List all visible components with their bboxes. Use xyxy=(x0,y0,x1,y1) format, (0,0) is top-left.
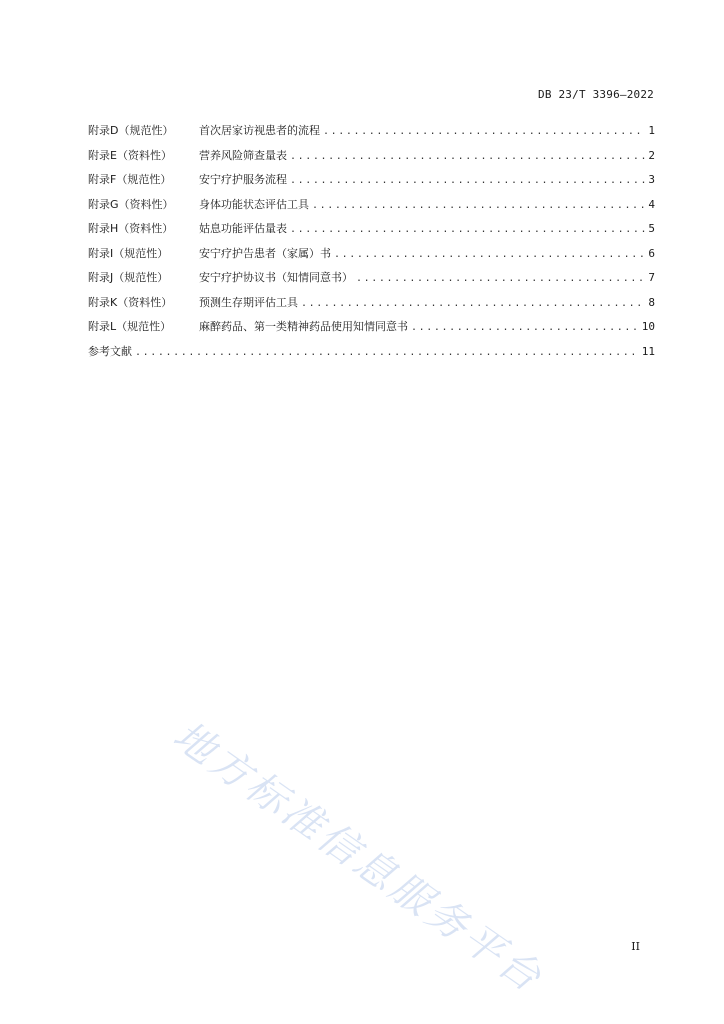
toc-entry-page: 4 xyxy=(648,197,655,211)
toc-entry-appendix: 附录D（规范性） xyxy=(88,124,174,137)
toc-entry[interactable] xyxy=(88,320,655,345)
toc-entry-title: 参考文献 xyxy=(88,344,132,358)
toc-entry-appendix: 附录K（资料性） xyxy=(88,295,173,309)
document-code: DB 23/T 3396—2022 xyxy=(538,88,654,101)
dot-leader xyxy=(356,272,645,286)
toc-entry-page: 10 xyxy=(641,320,655,333)
toc-entry-appendix: 附录E（资料性） xyxy=(88,148,172,162)
dot-leader xyxy=(135,346,639,360)
toc-entry-references[interactable] xyxy=(88,345,655,370)
toc-entry-title: 营养风险筛查量表 xyxy=(199,148,287,162)
toc-entry-title: 身体功能状态评估工具 xyxy=(199,197,309,211)
toc-entry[interactable] xyxy=(88,247,655,272)
toc-entry[interactable] xyxy=(88,124,655,149)
dot-leader xyxy=(290,150,645,164)
toc-entry-page: 1 xyxy=(648,124,655,137)
toc-entry-title: 首次居家访视患者的流程 xyxy=(199,124,320,137)
toc-entry[interactable] xyxy=(88,198,655,223)
toc-entry-appendix: 附录L（规范性） xyxy=(88,320,172,333)
toc-entry-appendix: 附录F（规范性） xyxy=(88,173,172,186)
toc-entry-page: 7 xyxy=(648,271,655,284)
dot-leader xyxy=(290,223,645,237)
toc-entry-title: 麻醉药品、第一类精神药品使用知情同意书 xyxy=(199,320,408,333)
toc-entry-page: 5 xyxy=(648,222,655,235)
dot-leader xyxy=(290,174,645,188)
toc-entry-appendix: 附录H（资料性） xyxy=(88,222,174,235)
toc-entry[interactable] xyxy=(88,296,655,321)
toc-entry-page: 2 xyxy=(648,148,655,162)
toc-entry-appendix: 附录J（规范性） xyxy=(88,271,169,284)
dot-leader xyxy=(411,321,639,335)
toc-entry[interactable] xyxy=(88,173,655,198)
toc-entry-page: 3 xyxy=(648,173,655,186)
dot-leader xyxy=(312,199,645,213)
toc-entry-page: 6 xyxy=(648,246,655,260)
toc-entry-title: 安宁疗护服务流程 xyxy=(199,173,287,186)
toc-entry-appendix: 附录G（资料性） xyxy=(88,197,174,211)
toc-entry-title: 预测生存期评估工具 xyxy=(199,295,298,309)
toc-entry[interactable] xyxy=(88,271,655,296)
toc-entry-page: 8 xyxy=(648,295,655,309)
dot-leader xyxy=(323,125,645,139)
toc-entry[interactable] xyxy=(88,149,655,174)
toc-entry-title: 安宁疗护告患者（家属）书 xyxy=(199,246,331,260)
toc-entry[interactable] xyxy=(88,222,655,247)
toc-entry-page: 11 xyxy=(641,344,655,358)
toc-entry-title: 安宁疗护协议书（知情同意书） xyxy=(199,271,353,284)
toc-entry-appendix: 附录I（规范性） xyxy=(88,246,169,260)
page-number: II xyxy=(631,940,640,953)
dot-leader xyxy=(301,297,645,311)
toc-entry-title: 姑息功能评估量表 xyxy=(199,222,287,235)
dot-leader xyxy=(334,248,645,262)
watermark: 地方标准信息服务平台 xyxy=(164,712,552,1003)
table-of-contents xyxy=(88,124,655,369)
